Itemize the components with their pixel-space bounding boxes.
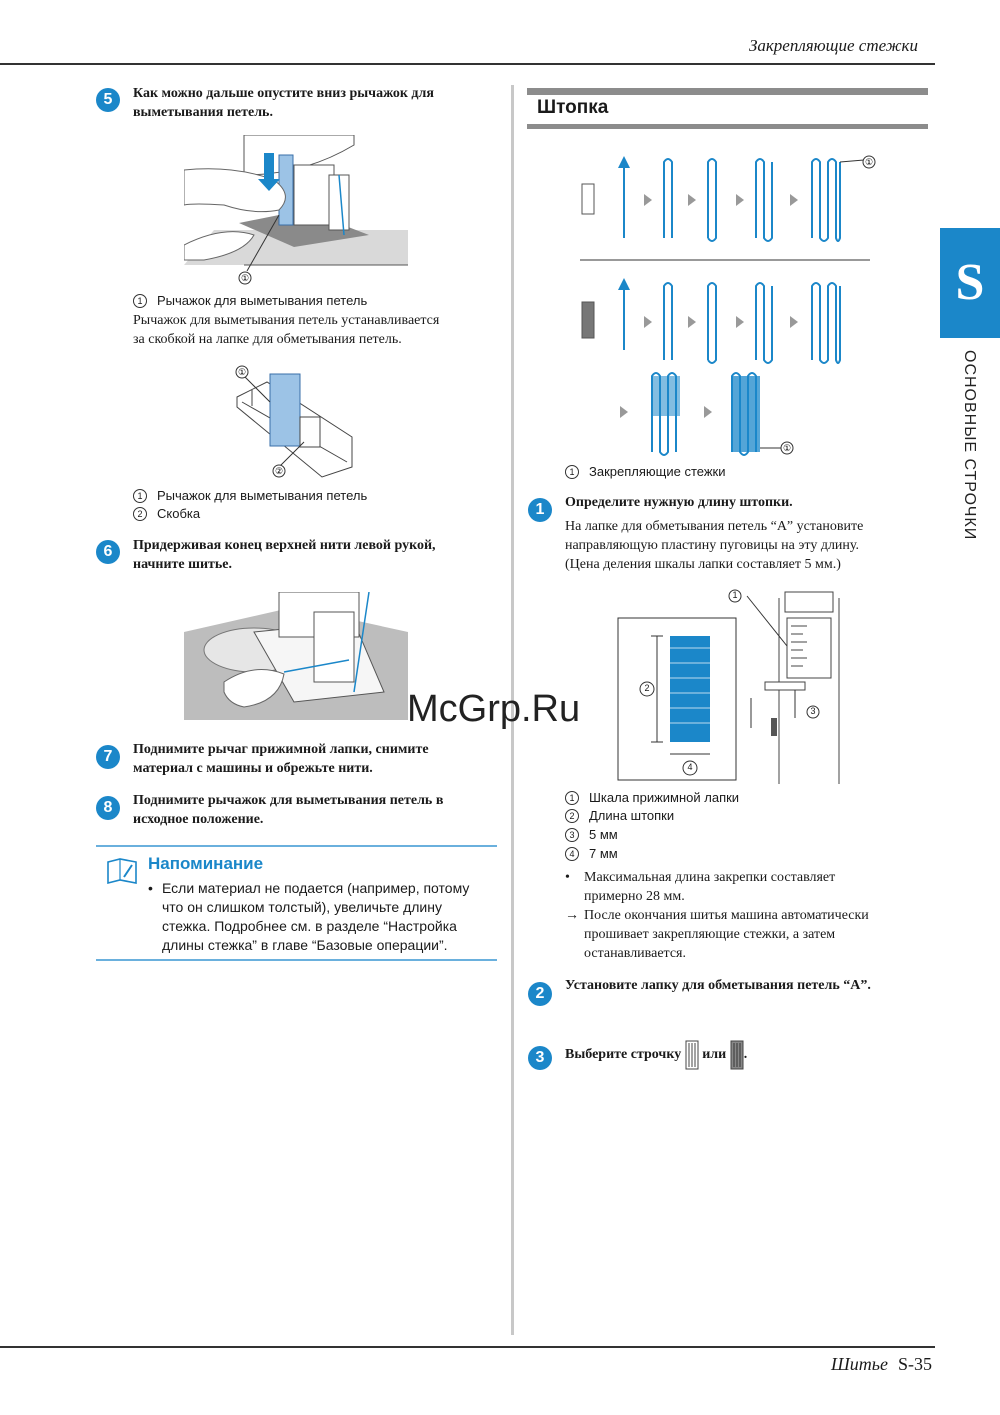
memo-icon xyxy=(106,856,138,886)
fig4-caption-2: 2 Длина штопки xyxy=(565,807,674,825)
step-2-text: Установите лапку для обметывания петель “A”. xyxy=(565,978,871,993)
step-7-text: Поднимите рычаг прижимной лапки, снимите материал с машины и обрежьте нити. xyxy=(133,742,429,776)
footer-page: Шитье S-35 xyxy=(831,1354,932,1374)
fig4-caption-3: 3 5 мм xyxy=(565,826,618,844)
svg-text:①: ① xyxy=(782,443,792,453)
step-3-badge: 3 xyxy=(528,1046,552,1070)
step-6-badge: 6 xyxy=(96,540,120,564)
note-body: • Если материал не подается (например, потому что он слишком толстый), увеличьте длину стежка. Подробнее см. в разделе “Настройка длины стежка” в главе “Базовые операции”. xyxy=(148,880,470,953)
fig3-caption: 1 Закрепляющие стежки xyxy=(565,463,725,481)
bullet-icon: • xyxy=(565,870,570,885)
fig4-caption-4: 4 7 мм xyxy=(565,845,618,863)
step-3-text: Выберите строчку или . xyxy=(565,1040,935,1070)
darning-stitch-2-icon[interactable] xyxy=(730,1040,744,1070)
fig2-caption-1: 1 Рычажок для выметывания петель xyxy=(133,487,367,505)
svg-text:①: ① xyxy=(864,157,874,167)
step-7-badge: 7 xyxy=(96,745,120,769)
figure-lever-bracket xyxy=(232,362,356,484)
fig1-callout: ① xyxy=(240,273,250,283)
svg-text:①: ① xyxy=(237,367,247,377)
bullet-icon: • xyxy=(148,880,153,896)
section-header xyxy=(527,88,928,128)
running-header: Закрепляющие стежки xyxy=(748,36,918,55)
fig4-callout-1: 1 xyxy=(732,590,738,600)
section-title: Штопка xyxy=(537,97,609,118)
step-6-text: Придерживая конец верхней нити левой рукой, начните шитье. xyxy=(133,538,436,572)
lever-paragraph: Рычажок для выметывания петель устанавливается за скобкой на лапке для обметывания петель. xyxy=(133,313,440,347)
arrow-result: → После окончания шитья машина автоматически прошивает закрепляющие стежки, а затем останавливается. xyxy=(565,908,869,961)
fig4-callout-2: 2 xyxy=(644,683,650,693)
step-5-text: Как можно дальше опустите вниз рычажок для выметывания петель. xyxy=(133,86,434,120)
step-8-badge: 8 xyxy=(96,796,120,820)
arrow-right-icon: → xyxy=(565,908,579,923)
note-top-rule xyxy=(96,845,497,847)
note-bottom-rule xyxy=(96,959,497,961)
figure-start-sewing xyxy=(184,592,408,720)
fig4-callout-3: 3 xyxy=(810,706,816,716)
bullet-max-length: • Максимальная длина закрепки составляет примерно 28 мм. xyxy=(565,870,836,904)
note-title: Напоминание xyxy=(148,854,264,873)
step-1-body: На лапке для обметывания петель “A” установите направляющую пластину пуговицы на эту длину. (Цена деления шкалы лапки составляет 5 мм.) xyxy=(565,519,864,572)
step-1-badge: 1 xyxy=(528,498,552,522)
darning-stitch-1-icon[interactable] xyxy=(685,1040,699,1070)
fig2-caption-2: 2 Скобка xyxy=(133,505,200,523)
fig4-caption-1: 1 Шкала прижимной лапки xyxy=(565,789,739,807)
step-1-title: Определите нужную длину штопки. xyxy=(565,495,793,510)
svg-text:②: ② xyxy=(274,466,284,476)
header-rule xyxy=(0,63,935,65)
step-8-text: Поднимите рычажок для выметывания петель в исходное положение. xyxy=(133,793,444,827)
figure-lever-lowering xyxy=(184,135,408,285)
fig4-callout-4: 4 xyxy=(687,762,693,772)
step-2-badge: 2 xyxy=(528,982,552,1006)
step-5-badge: 5 xyxy=(96,88,120,112)
fig1-caption: 1 Рычажок для выметывания петель xyxy=(133,292,367,310)
footer-rule xyxy=(0,1346,935,1348)
watermark: McGrp.Ru xyxy=(407,688,581,730)
chapter-vertical-label: ОСНОВНЫЕ СТРОЧКИ xyxy=(961,350,978,541)
figure-darning-sequence xyxy=(576,150,886,460)
chapter-tab: S xyxy=(940,228,1000,338)
